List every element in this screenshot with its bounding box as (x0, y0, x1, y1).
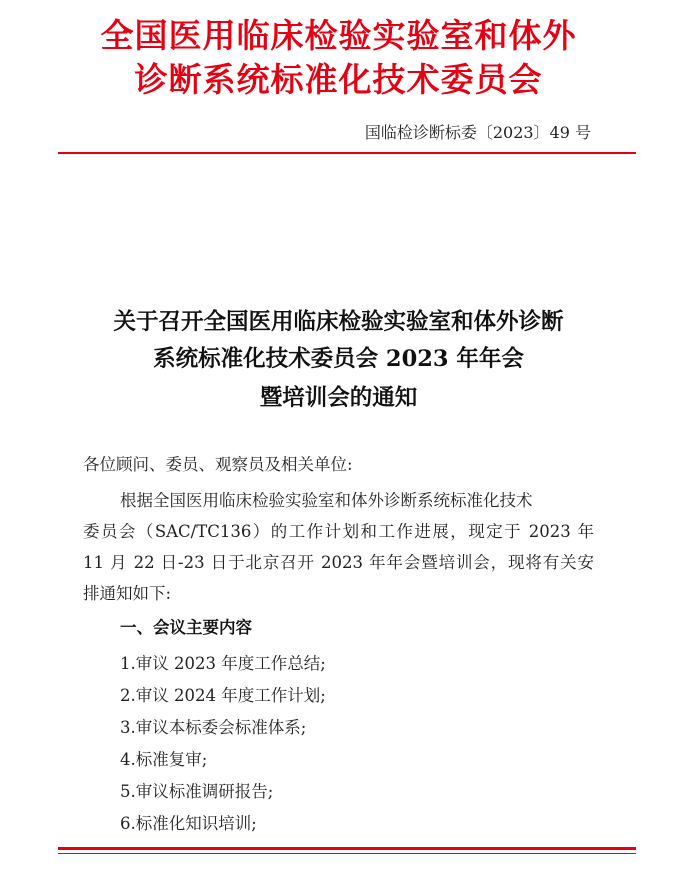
list-item: 3.审议本标委会标准体系; (120, 718, 307, 737)
list-item: 5.审议标准调研报告; (120, 782, 274, 801)
body-paragraph-line-2-text: 委员会（SAC/TC136）的工作计划和工作进展，现定于 2023 年 (83, 522, 594, 541)
issuing-organization-title-line-1: 全国医用临床检验实验室和体外 (100, 16, 577, 55)
document-number: 国临检诊断标委〔2023〕49 号 (364, 123, 591, 142)
footer-divider-rule-thin (58, 853, 636, 854)
notice-title-line-3: 暨培训会的通知 (259, 385, 418, 411)
body-paragraph-line-2 (83, 518, 594, 542)
salutation: 各位顾问、委员、观察员及相关单位: (83, 455, 353, 474)
list-item: 1.审议 2023 年度工作总结; (120, 654, 326, 673)
header-divider-rule (58, 152, 636, 154)
body-paragraph-line-4: 排通知如下: (83, 584, 172, 603)
body-paragraph-line-3-text: 11 月 22 日-23 日于北京召开 2023 年年会暨培训会，现将有关安 (83, 553, 594, 572)
list-item: 6.标准化知识培训; (120, 814, 257, 833)
body-paragraph-line-3 (83, 549, 594, 573)
list-item: 2.审议 2024 年度工作计划; (120, 686, 326, 705)
body-paragraph-line-1: 根据全国医用临床检验实验室和体外诊断系统标准化技术 (120, 491, 533, 510)
list-item: 4.标准复审; (120, 750, 208, 769)
section-heading-meeting-content: 一、会议主要内容 (120, 618, 252, 637)
issuing-organization-title-line-2: 诊断系统标准化技术委员会 (134, 60, 543, 99)
notice-title-line-1: 关于召开全国医用临床检验实验室和体外诊断 (113, 309, 564, 335)
footer-divider-rule-thick (58, 847, 636, 850)
notice-title-line-2: 系统标准化技术委员会 2023 年年会 (153, 346, 524, 372)
